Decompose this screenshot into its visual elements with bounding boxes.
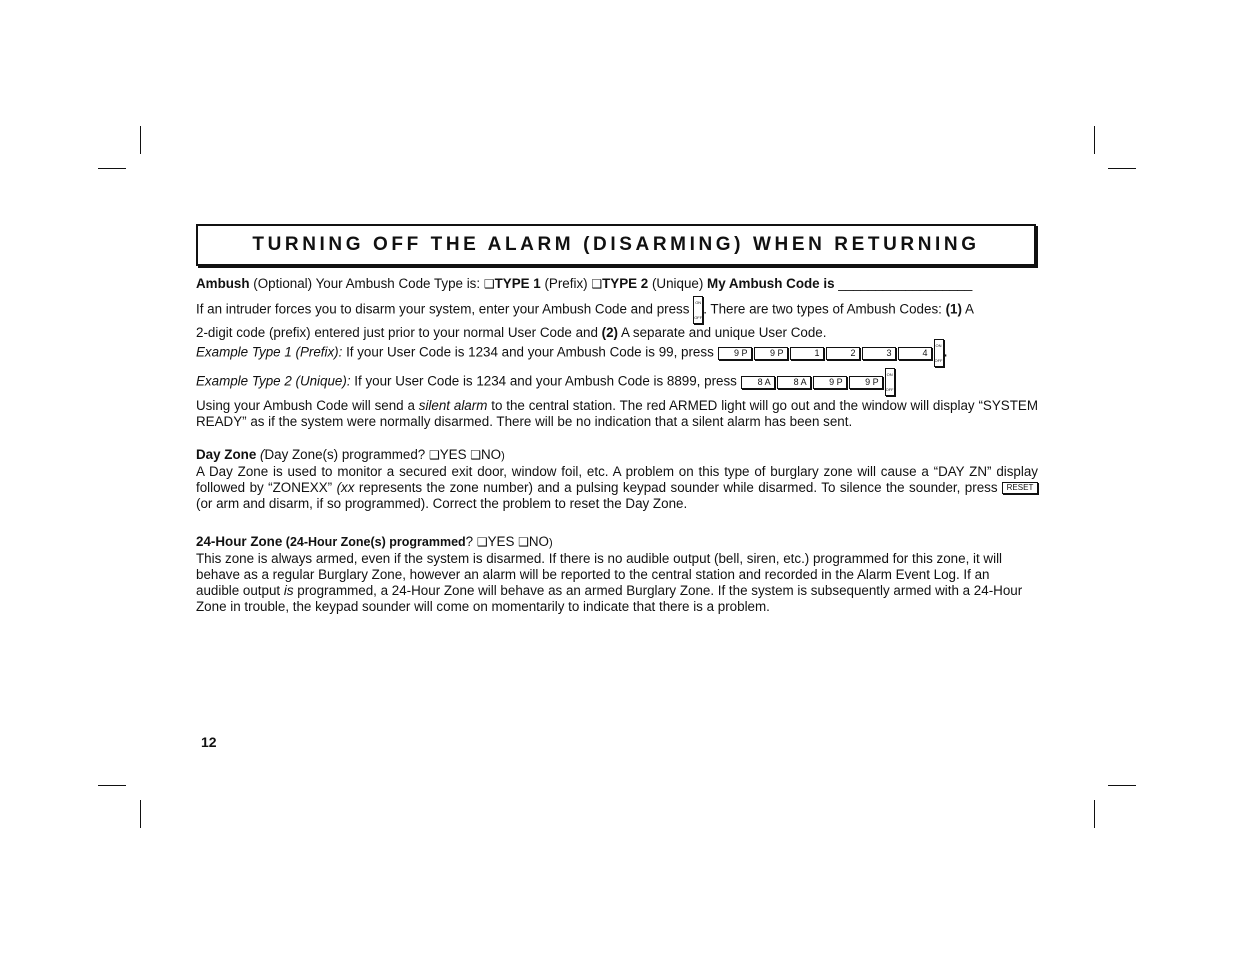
- crop-mark: [1108, 168, 1136, 169]
- hourzone-yes: YES: [487, 534, 519, 549]
- ambush-text: A separate and unique User Code.: [618, 325, 827, 340]
- hourzone-text: programmed, a 24-Hour Zone will behave as an armed Burglary Zone. If the system is subsequently armed with a 24-Hour Zone in trouble, the keypad sounder will come on momentarily to indicate that there is a problem.: [196, 583, 1023, 614]
- section-title-box: [196, 224, 1036, 266]
- ambush-text: 2-digit code (prefix) entered just prior to your normal User Code and: [196, 325, 602, 340]
- checkbox-icon: ❑: [518, 535, 529, 549]
- keypad-key-icon: 9 P: [849, 376, 883, 389]
- example-type-2: [196, 368, 1038, 394]
- crop-mark: [140, 800, 141, 828]
- example-1-label: Example Type 1 (Prefix):: [196, 344, 343, 360]
- crop-mark: [98, 785, 126, 786]
- crop-mark: [1108, 785, 1136, 786]
- keypad-key-icon: 9 P: [718, 347, 752, 360]
- example-2-text: If your User Code is 1234 and your Ambush Code is 8899, press: [350, 373, 741, 389]
- key-label: ON: [886, 372, 893, 377]
- dayzone-emphasis: (xx: [336, 480, 355, 495]
- dayzone-no: NO: [480, 447, 502, 462]
- hourzone-sub: (24-Hour Zone(s) programmed: [282, 535, 466, 549]
- hourzone-paren: ): [548, 537, 553, 549]
- crop-mark: [1094, 800, 1095, 828]
- hourzone-para: [196, 551, 1031, 615]
- keypad-key-icon: 3: [862, 347, 896, 360]
- on-off-key-icon: [934, 339, 944, 367]
- ambush-para-3: [196, 398, 1038, 430]
- ambush-text: to the central station. The red ARMED light will go out and the window will display “SYSTEM READY” as if the system were normally disarmed. There will be no indication that a silent alarm has been sent.: [196, 398, 1038, 429]
- hourzone-heading: 24-Hour Zone: [196, 534, 283, 549]
- reset-key-icon: RESET: [1002, 482, 1038, 494]
- keypad-key-icon: 4: [898, 347, 932, 360]
- hourzone-question: ?: [465, 534, 477, 549]
- hourzone-header: [196, 534, 1038, 551]
- dayzone-text: (or arm and disarm, if so programmed). Correct the problem to reset the Day Zone.: [196, 496, 688, 511]
- key-label: ON: [695, 300, 702, 305]
- example-2-keys: [741, 374, 885, 389]
- on-off-key-icon: [885, 368, 895, 396]
- ambush-code-blank: __________________: [834, 276, 973, 291]
- dayzone-header: [196, 447, 1038, 464]
- dayzone-text: A Day Zone is used to monitor a secured exit door, window foil, etc. A problem on this type of burglary zone will cause a “DAY ZN” display followed by “ZONEXX”: [196, 464, 1038, 495]
- keypad-key-icon: 1: [790, 347, 824, 360]
- dayzone-heading: Day Zone: [196, 447, 257, 462]
- key-label: OFF: [694, 315, 703, 320]
- my-ambush-code-label: My Ambush Code is: [707, 276, 835, 291]
- key-label: ON: [935, 343, 942, 348]
- key-label: OFF: [885, 387, 894, 392]
- checkbox-icon: ❑: [591, 277, 603, 291]
- checkbox-icon: ❑: [470, 448, 481, 462]
- ambush-number-1: (1): [945, 301, 962, 317]
- crop-mark: [140, 126, 141, 154]
- hourzone-emphasis: is: [283, 583, 294, 598]
- ambush-header: [196, 276, 1038, 292]
- ambush-text: Using your Ambush Code will send a: [196, 398, 419, 413]
- section-title: TURNING OFF THE ALARM (DISARMING) WHEN RETURNING: [252, 234, 980, 255]
- keypad-key-icon: 2: [826, 347, 860, 360]
- dayzone-paren: (: [256, 447, 265, 462]
- ambush-number-2: (2): [601, 325, 619, 340]
- ambush-text: . There are two types of Ambush Codes:: [703, 301, 946, 317]
- keypad-key-icon: 9 P: [754, 347, 788, 360]
- ambush-text: A: [961, 301, 974, 317]
- example-2-label: Example Type 2 (Unique):: [196, 373, 351, 389]
- crop-mark: [1094, 126, 1095, 154]
- document-body: [196, 276, 1038, 615]
- keypad-key-icon: 9 P: [813, 376, 847, 389]
- dayzone-para: [196, 464, 1038, 512]
- hourzone-no: NO: [528, 534, 549, 549]
- hourzone-text: This zone is always armed, even if the system is disarmed. If there is no audible output (bell, siren, etc.) programmed for this zone, it will behave as a regular Burglary Zone, however an alarm will be reported to the central station and recorded in the Alarm Event Log. If an audible output: [196, 551, 1003, 598]
- checkbox-icon: ❑: [476, 535, 488, 549]
- ambush-optional: (Optional) Your Ambush Code Type is:: [249, 276, 484, 291]
- example-1-text: If your User Code is 1234 and your Ambush Code is 99, press: [342, 344, 718, 360]
- checkbox-icon: ❑: [483, 277, 495, 291]
- type2-label: TYPE 2: [602, 276, 649, 291]
- example-1-keys: [718, 345, 934, 360]
- type1-note: (Prefix): [540, 276, 592, 291]
- on-off-key-icon: [693, 296, 703, 324]
- key-label: OFF: [934, 358, 943, 363]
- ambush-text: If an intruder forces you to disarm your system, enter your Ambush Code and press: [196, 301, 694, 317]
- example-type-1: [196, 339, 1038, 365]
- checkbox-icon: ❑: [428, 448, 440, 462]
- ambush-para-1: [196, 296, 1038, 322]
- keypad-key-icon: 8 A: [777, 376, 811, 389]
- crop-mark: [98, 168, 126, 169]
- dayzone-text: represents the zone number) and a pulsing keypad sounder while disarmed. To silence the sounder, press: [354, 480, 1002, 495]
- dayzone-paren: ): [501, 450, 505, 462]
- silent-alarm-emphasis: silent alarm: [418, 398, 488, 413]
- type1-label: TYPE 1: [494, 276, 541, 291]
- keypad-key-icon: 8 A: [741, 376, 775, 389]
- example-1-period: .: [943, 344, 948, 360]
- dayzone-question: Day Zone(s) programmed?: [264, 447, 429, 462]
- page-number: 12: [201, 734, 217, 750]
- type2-note: (Unique): [648, 276, 708, 291]
- ambush-heading: Ambush: [196, 276, 250, 291]
- dayzone-yes: YES: [439, 447, 471, 462]
